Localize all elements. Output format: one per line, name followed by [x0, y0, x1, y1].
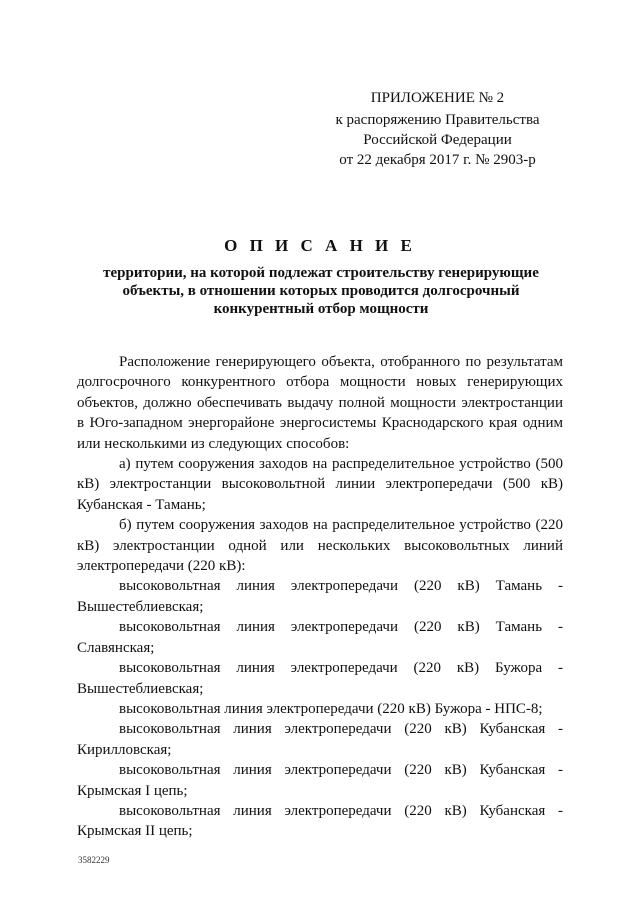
- option-b-paragraph: б) путем сооружения заходов на распределительное устройство (220 кВ) электростанции одной или нескольких высоковольтных линий электропередачи (220 кВ):: [77, 517, 563, 575]
- document-title: О П И С А Н И Е: [224, 236, 416, 255]
- line-item-6: высоковольтная линия электропередачи (220 кВ) Кубанская -: [119, 762, 563, 779]
- appendix-title: ПРИЛОЖЕНИЕ № 2: [370, 90, 505, 106]
- line-item-7: высоковольтная линия электропередачи (220 кВ) Кубанская -: [119, 802, 563, 819]
- line-item-3-tail: Вышестеблиевская;: [77, 680, 204, 697]
- line-item-7-tail: Крымская II цепь;: [77, 823, 193, 840]
- line-item-5-tail: Кирилловская;: [77, 741, 172, 758]
- appendix-header: [300, 88, 575, 170]
- line-item-4: высоковольтная линия электропередачи (220 кВ) Бужора - НПС-8;: [119, 700, 543, 717]
- line-item-6-tail: Крымская I цепь;: [77, 782, 188, 799]
- appendix-line-1: к распоряжению Правительства: [335, 112, 540, 128]
- option-a-paragraph: а) путем сооружения заходов на распределительное устройство (500 кВ) электростанции высоковольтной линии электропередачи (500 кВ) Кубанская - Тамань;: [77, 456, 563, 513]
- document-subtitle: территории, на которой подлежат строительству генерирующие объекты, в отношении которых проводится долгосрочный конкурентный отбор мощности: [103, 265, 539, 317]
- document-body: [77, 352, 563, 842]
- line-item-3: высоковольтная линия электропередачи (220 кВ) Бужора -: [119, 660, 563, 677]
- line-item-2-tail: Славянская;: [77, 639, 155, 656]
- document-code: 3582229: [78, 855, 110, 865]
- line-item-1: высоковольтная линия электропередачи (220 кВ) Тамань -: [119, 578, 563, 595]
- line-item-2: высоковольтная линия электропередачи (220 кВ) Тамань -: [119, 619, 563, 636]
- line-item-5: высоковольтная линия электропередачи (220 кВ) Кубанская -: [119, 721, 563, 738]
- intro-paragraph: Расположение генерирующего объекта, отобранного по результатам долгосрочного конкурентного отбора мощности новых генерирующих объектов, должно обеспечивать выдачу полной мощности электростанции в Юго-западном энергорайоне энергосистемы Краснодарского края одним или несколькими из следующих способов:: [77, 354, 563, 452]
- appendix-line-3: от 22 декабря 2017 г. № 2903-р: [339, 152, 536, 168]
- appendix-line-2: Российской Федерации: [363, 132, 512, 148]
- line-item-1-tail: Вышестеблиевская;: [77, 598, 204, 615]
